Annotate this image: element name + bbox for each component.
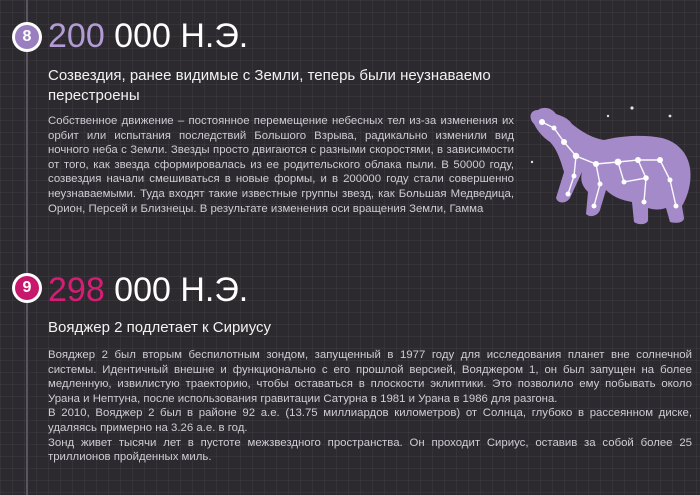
section-number-badge xyxy=(12,273,42,303)
body-paragraph: Вояджер 2 был вторым беспилотным зондом, запущенный в 1977 году для исследования планет вне солнечной системы. Идентичный внешне и функционально с его прошлой версией, Вояджером 1, он был запущен на более медленную, извилистую траекторию, чтобы оставаться в плоскости эклиптики. Это позволило ему побывать около Урана и Нептуна, после использования гравитации Сатурна в 1981 и Урана в 1986 для разгона. xyxy=(48,349,692,405)
section-number: 9 xyxy=(15,276,39,300)
section-number-badge xyxy=(12,22,42,52)
year-highlight: 298 xyxy=(48,271,105,309)
section-subtitle: Вояджер 2 подлетает к Сириусу xyxy=(48,319,272,336)
section-number: 8 xyxy=(15,25,39,49)
section-body xyxy=(48,348,692,465)
year-rest: 000 Н.Э. xyxy=(104,271,249,309)
year-rest: 000 Н.Э. xyxy=(104,17,249,55)
section-body xyxy=(48,114,514,216)
timeline-line xyxy=(26,0,28,495)
body-paragraph: Зонд живет тысячи лет в пустоте межзвездного пространства. Он проходит Сириус, оставив за собой более 25 триллионов пройденных миль. xyxy=(48,436,692,464)
section-year xyxy=(48,14,248,58)
body-paragraph: Собственное движение – постоянное перемещение небесных тел из-за изменения их орбит или испытания последствий Большого Взрыва, радикально изменили вид ночного неба с Земли. Звезды просто двигаются с разными скоростями, в зависимости от того, как звезда сформировалась из ее родительского облака пыли. В 50000 году, созвездия начали смешиваться в новые формы, и в 200000 году стали совершенно неузнаваемыми. Туда входят такие известные группы звезд, как Большая Медведица, Орион, Персей и Близнецы. В результате изменения оси вращения Земли, Гамма xyxy=(48,115,514,215)
section-subtitle: Созвездия, ранее видимые с Земли, теперь были неузнаваемо перестроены xyxy=(48,67,491,104)
section-year xyxy=(48,268,248,312)
great-bear-constellation-icon xyxy=(520,102,698,232)
body-paragraph: В 2010, Вояджер 2 был в районе 92 а.е. (13.75 миллиардов километров) от Солнца, глубоко в рассеянном диске, удаляясь примерно на 3.26 а.е. в год. xyxy=(48,407,692,434)
year-highlight: 200 xyxy=(48,17,105,55)
